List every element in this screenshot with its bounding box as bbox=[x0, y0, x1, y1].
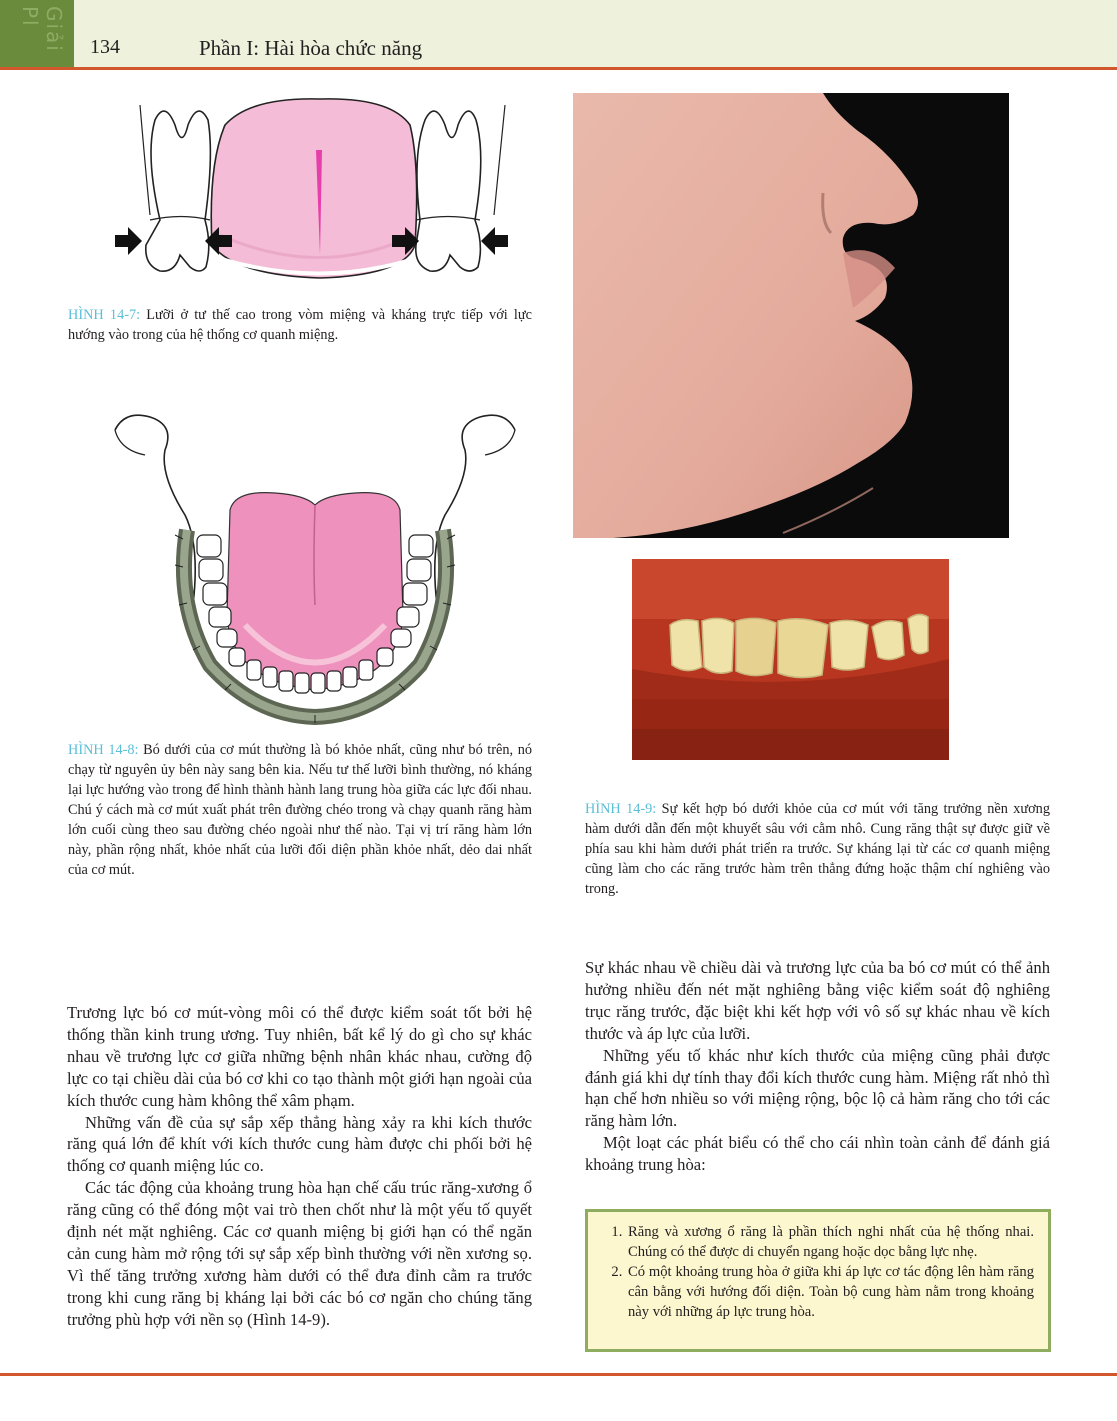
page-header bbox=[0, 0, 1117, 68]
right-paragraph-2: Những yếu tố khác như kích thước của miệng cũng phải được đánh giá khi dự tính thay đổi kích thước cung hàm. Miệng rất nhỏ thì hạn chế hơn nhiều so với miệng rộng, bộc lộ cả hàm răng cho tới các răng hàm lớn. bbox=[585, 1045, 1050, 1131]
figure-14-7-label: HÌNH 14-7: bbox=[68, 307, 141, 323]
summary-list bbox=[588, 1222, 1048, 1322]
left-column-text bbox=[67, 1002, 532, 1331]
figure-14-8-label: HÌNH 14-8: bbox=[68, 742, 139, 758]
left-paragraph-3: Các tác động của khoảng trung hòa hạn chế cấu trúc răng-xương ổ răng cũng có thể đóng một vai trò then chốt như là một yếu tố quyết định nét mặt nghiêng. Các cơ quanh miệng bị giới hạn có thể ngăn cản cung hàm mở rộng tới sự sắp xếp bình thường với nền xương sọ. Vì thế tăng trưởng xương hàm dưới có thể đưa đỉnh cằm ra trước trong khi cung răng bị kháng lại bởi các bó cơ ngăn cho chúng tăng trưởng phù hợp với nền sọ (Hình 14-9). bbox=[67, 1178, 532, 1329]
page-number: 134 bbox=[90, 36, 120, 58]
figure-14-9-caption bbox=[585, 799, 1050, 899]
figure-14-7-text: Lưỡi ở tư thế cao trong vòm miệng và kháng trực tiếp với lực hướng vào trong của hệ thống cơ quanh miệng. bbox=[68, 307, 532, 343]
right-paragraph-3: Một loạt các phát biểu có thể cho cái nhìn toàn cảnh để đánh giá khoảng trung hòa: bbox=[585, 1133, 1050, 1175]
figure-14-8-caption bbox=[68, 740, 532, 880]
left-paragraph-1: Trương lực bó cơ mút-vòng môi có thể được kiểm soát tốt bởi hệ thống thần kinh trung ương. Tuy nhiên, bất kể lý do gì cho sự khác nhau về trương lực cơ giữa những bệnh nhân khác nhau, cường độ lực co tại chiều dài của bó cơ khi co tạo thành một giới hạn ngoài của kích thước cung hàm không thể xâm phạm. bbox=[67, 1003, 532, 1110]
side-tab-text: Giải Pl bbox=[18, 6, 66, 53]
right-column-text bbox=[585, 957, 1050, 1176]
side-tab bbox=[0, 0, 74, 68]
header-rule bbox=[0, 67, 1117, 70]
summary-box bbox=[585, 1209, 1051, 1352]
summary-item-1: 1. Răng và xương ổ răng là phần thích nghi nhất của hệ thống nhai. Chúng có thể được di chuyển ngang hoặc dọc bằng lực nhẹ. bbox=[626, 1222, 1034, 1262]
figure-14-9-label: HÌNH 14-9: bbox=[585, 801, 657, 817]
right-paragraph-1: Sự khác nhau về chiều dài và trương lực của ba bó cơ mút có thể ảnh hưởng nhiều đến nét mặt nghiêng bằng việc kiểm soát độ nghiêng trục răng trước, đặc biệt khi kết hợp với vô số sự khác nhau về kích thước và áp lực của lưỡi. bbox=[585, 958, 1050, 1043]
left-paragraph-2: Những vấn đề của sự sắp xếp thẳng hàng xảy ra khi kích thước răng quá lớn để khít với kích thước cung hàm được chi phối bởi hệ thống cơ quanh miệng lúc co. bbox=[67, 1112, 532, 1176]
figure-14-9-profile-photo bbox=[573, 93, 1009, 538]
footer-rule bbox=[0, 1373, 1117, 1376]
figure-14-9-teeth-photo bbox=[632, 559, 949, 760]
figure-14-8-diagram bbox=[105, 405, 525, 730]
summary-item-2: 2. Có một khoảng trung hòa ở giữa khi áp lực cơ tác động lên hàm răng cân bằng với hướng đối diện. Toàn bộ cung hàm nằm trong khoảng này với những áp lực trung hòa. bbox=[626, 1262, 1034, 1322]
figure-14-9-text: Sự kết hợp bó dưới khỏe của cơ mút với tăng trưởng nền xương hàm dưới dẫn đến một khuyết sâu với cằm nhô. Cung răng thật sự được giữ về phía sau khi hàm dưới phát triển ra trước. Sự kháng lại từ các cơ quanh miệng cũng làm cho các răng trước hàm trên thẳng đứng hoặc thậm chí nghiêng vào trong. bbox=[585, 801, 1050, 897]
section-title: Phần I: Hài hòa chức năng bbox=[199, 36, 423, 60]
figure-14-7-caption bbox=[68, 305, 532, 345]
figure-14-7-diagram bbox=[110, 95, 530, 285]
figure-14-8-text: Bó dưới của cơ mút thường là bó khỏe nhất, cũng như bó trên, nó chạy từ nguyên ủy bên này sang bên kia. Nếu tư thế lưỡi bình thường, nó kháng lại lực hướng vào trong để hình thành hành lang trung hòa giữa các lực đối nhau. Chú ý cách mà cơ mút xuất phát trên đường chéo trong và chạy quanh răng hàm lớn cuối cùng theo sau đường chéo ngoài như thế nào. Tại vị trí răng hàm lớn này, phần rộng nhất, khỏe nhất của lưỡi đối diện phần khỏe nhất, dẻo dai nhất của cơ mút. bbox=[68, 742, 532, 878]
